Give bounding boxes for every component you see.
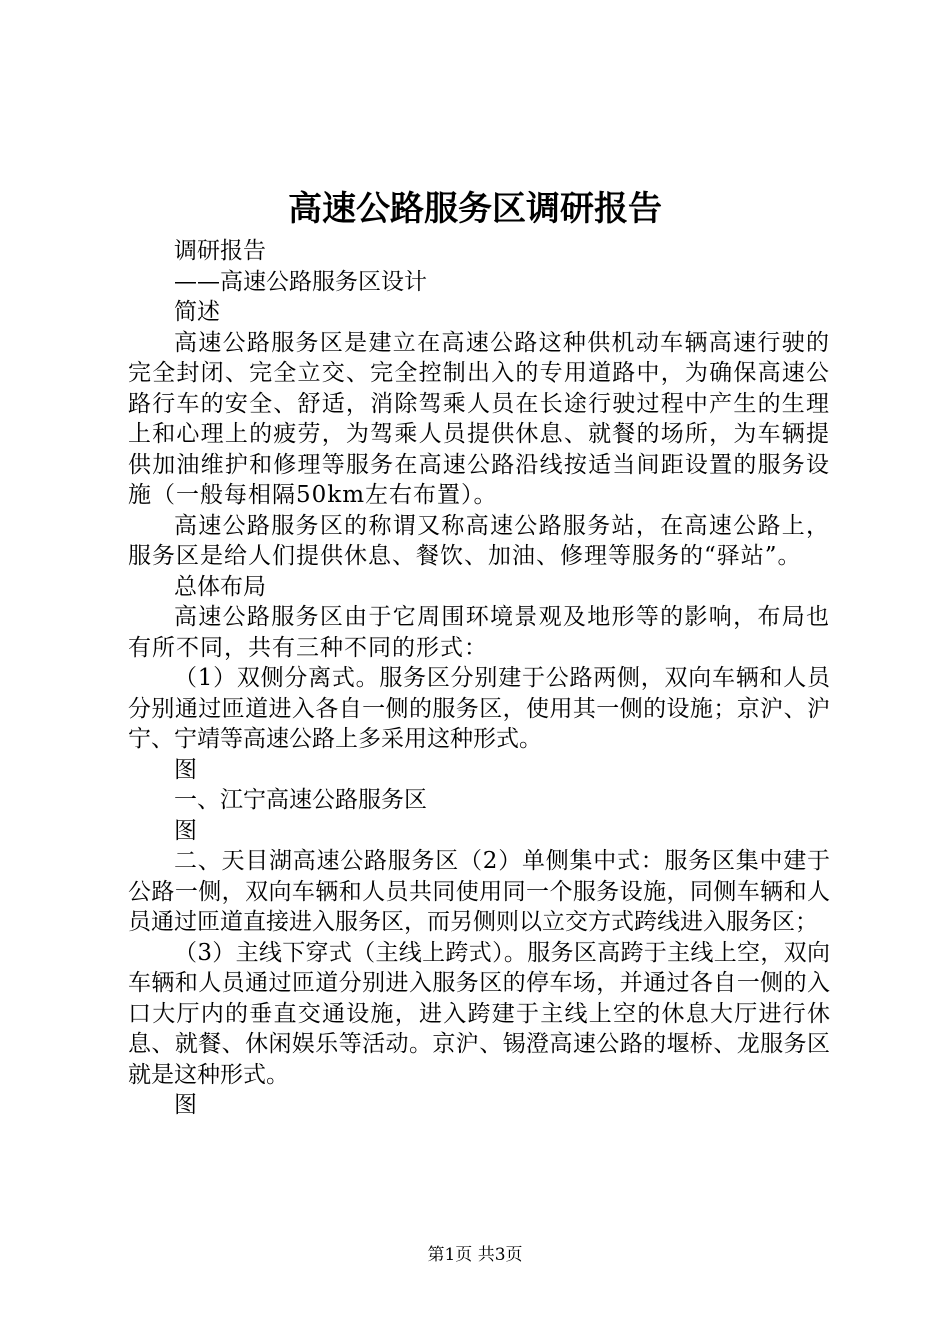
document-body	[128, 236, 830, 1121]
figure-label-2: 图	[174, 817, 197, 844]
paragraph-summary-alias: 高速公路服务区的称谓又称高速公路服务站，在高速公路上，服务区是给人们提供休息、餐饮、加油、修理等服务的“驿站”。	[128, 512, 830, 569]
paragraph-layout-type-1: （1）双侧分离式。服务区分别建于公路两侧，双向车辆和人员分别通过匝道进入各自一侧的服务区，使用其一侧的设施；京沪、沪宁、宁靖等高速公路上多采用这种形式。	[128, 665, 830, 752]
paragraph-summary-definition: 高速公路服务区是建立在高速公路这种供机动车辆高速行驶的完全封闭、完全立交、完全控制出入的专用道路中，为确保高速公路行车的安全、舒适，消除驾乘人员在长途行驶过程中产生的生理上和心理上的疲劳，为驾乘人员提供休息、就餐的场所，为车辆提供加油维护和修理等服务在高速公路沿线按适当间距设置的服务设施（一般每相隔50km左右布置）。	[128, 329, 830, 508]
figure-label-1: 图	[174, 756, 197, 783]
paragraph-report-label: 调研报告	[174, 238, 266, 264]
document-title: 高速公路服务区调研报告	[288, 189, 662, 229]
heading-summary: 简述	[174, 299, 220, 325]
paragraph-subtitle: ——高速公路服务区设计	[174, 268, 427, 295]
page-number-footer: 第1页 共3页	[427, 1245, 523, 1265]
paragraph-layout-type-2: 二、天目湖高速公路服务区（2）单侧集中式：服务区集中建于公路一侧，双向车辆和人员共同使用同一个服务设施，同侧车辆和人员通过匝道直接进入服务区，而另侧则以立交方式跨线进入服务区；	[128, 848, 830, 935]
paragraph-layout-intro: 高速公路服务区由于它周围环境景观及地形等的影响，布局也有所不同，共有三种不同的形式：	[128, 604, 830, 661]
paragraph-jiangning-service-area: 一、江宁高速公路服务区	[174, 787, 427, 813]
paragraph-layout-type-3: （3）主线下穿式（主线上跨式）。服务区高跨于主线上空，双向车辆和人员通过匝道分别进入服务区的停车场，并通过各自一侧的入口大厅内的垂直交通设施，进入跨建于主线上空的休息大厅进行休息、就餐、休闲娱乐等活动。京沪、锡澄高速公路的堰桥、龙服务区就是这种形式。	[128, 939, 830, 1088]
heading-layout: 总体布局	[174, 573, 266, 600]
figure-label-3: 图	[174, 1092, 197, 1118]
